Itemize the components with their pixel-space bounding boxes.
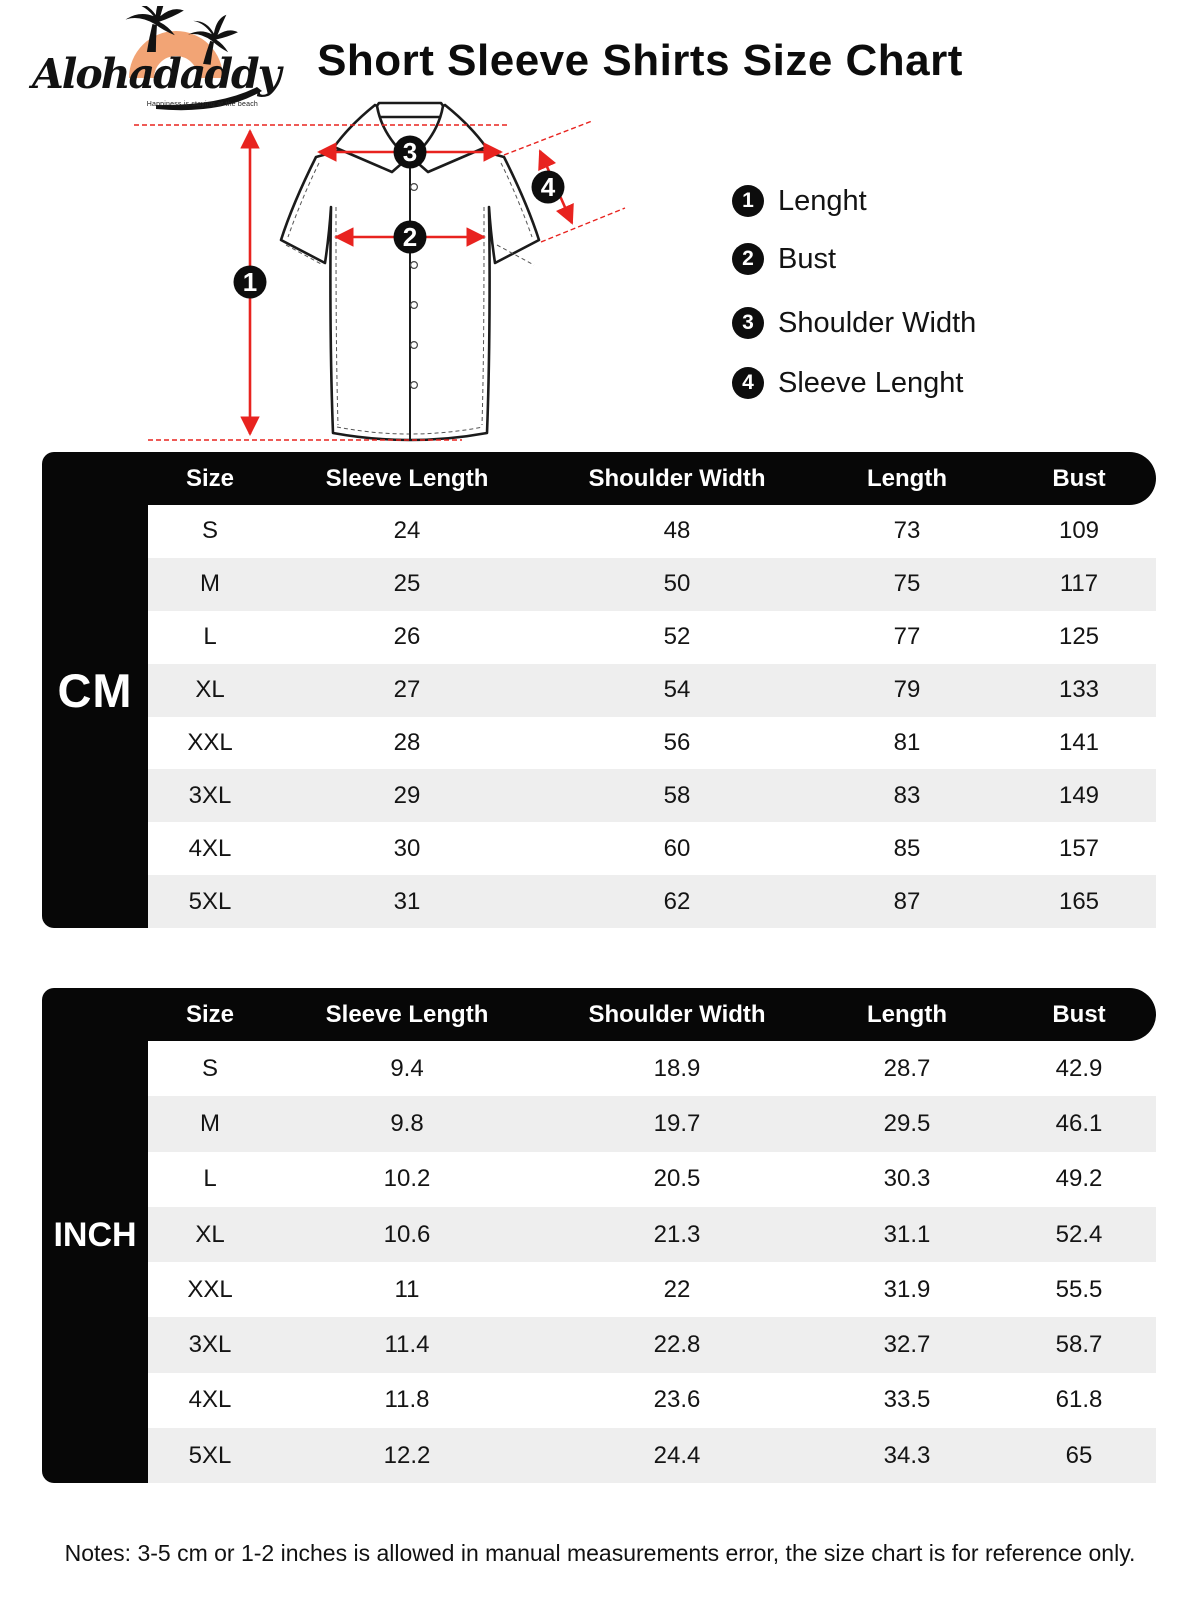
cell-bust: 58.7 [1055, 1331, 1103, 1359]
cell-length: 32.7 [883, 1331, 931, 1359]
table-row [148, 558, 1156, 611]
cell-sleeve-length: 25 [393, 570, 421, 598]
cell-sleeve-length: 29 [393, 781, 421, 809]
cell-length: 81 [893, 729, 921, 756]
cell-shoulder-width: 23.6 [653, 1386, 701, 1414]
table-row [148, 769, 1156, 822]
cell-shoulder-width: 48 [663, 517, 691, 545]
cell-sleeve-length: 11.4 [384, 1331, 430, 1359]
cell-size: XXL [187, 729, 233, 756]
table-row [148, 505, 1156, 558]
notes-text: Notes: 3-5 cm or 1-2 inches is allowed in manual measurements error, the size chart is for reference only. [64, 1540, 1136, 1566]
cell-size: 5XL [188, 887, 232, 915]
cm-table-header [148, 452, 1156, 505]
cell-sleeve-length: 11.8 [384, 1386, 430, 1414]
cell-length: 85 [893, 834, 921, 862]
marker-2: 2 [402, 222, 418, 252]
cell-bust: 42.9 [1055, 1054, 1103, 1082]
cell-shoulder-width: 24.4 [653, 1441, 701, 1469]
shirt-measurement-diagram [120, 95, 680, 455]
cell-shoulder-width: 62 [663, 887, 691, 915]
cell-sleeve-length: 10.2 [383, 1165, 431, 1193]
cell-shoulder-width: 20.5 [653, 1165, 701, 1193]
legend-label-bust: Bust [778, 242, 837, 275]
header-size: Size [185, 1000, 235, 1028]
table-row [148, 1152, 1156, 1207]
header-size: Size [185, 464, 235, 492]
cell-length: 30.3 [883, 1165, 931, 1193]
unit-label-cm: CM [42, 452, 148, 928]
header-shoulder-width: Shoulder Width [588, 464, 766, 492]
cell-shoulder-width: 56 [663, 729, 691, 756]
cell-size: 5XL [188, 1441, 232, 1469]
cell-length: 73 [893, 517, 921, 545]
cell-shoulder-width: 54 [663, 676, 691, 704]
legend-item-bust [732, 242, 836, 276]
cell-bust: 52.4 [1055, 1220, 1103, 1248]
cell-shoulder-width: 22 [663, 1275, 691, 1303]
cell-sleeve-length: 27 [393, 676, 421, 704]
cell-shoulder-width: 18.9 [653, 1054, 701, 1082]
cell-bust: 149 [1058, 781, 1100, 809]
cell-sleeve-length: 26 [393, 623, 421, 651]
cell-sleeve-length: 30 [393, 834, 421, 862]
cell-length: 34.3 [883, 1441, 931, 1469]
cell-length: 87 [893, 887, 921, 915]
size-table-inch [42, 988, 1156, 1483]
header-bust: Bust [1052, 464, 1106, 492]
cell-bust: 55.5 [1055, 1275, 1103, 1303]
cell-shoulder-width: 52 [663, 623, 691, 651]
header-length: Length [867, 1000, 947, 1028]
legend-number-1: 1 [732, 185, 764, 217]
cell-length: 79 [893, 676, 921, 704]
table-row [148, 1317, 1156, 1372]
table-row [148, 1373, 1156, 1428]
cell-size: M [200, 1109, 220, 1137]
cell-sleeve-length: 9.8 [390, 1109, 424, 1137]
cell-bust: 133 [1058, 676, 1100, 704]
cell-bust: 141 [1058, 729, 1100, 756]
cell-shoulder-width: 21.3 [653, 1220, 701, 1248]
cell-bust: 46.1 [1055, 1109, 1103, 1137]
cell-shoulder-width: 22.8 [653, 1331, 701, 1359]
cell-shoulder-width: 58 [663, 781, 691, 809]
legend-item-sleeve-length [732, 366, 963, 400]
cell-length: 29.5 [883, 1109, 931, 1137]
cell-bust: 49.2 [1055, 1165, 1103, 1193]
cell-length: 83 [893, 781, 921, 809]
table-row [148, 875, 1156, 928]
legend-item-shoulder-width [732, 306, 976, 340]
cell-size: 3XL [188, 1331, 232, 1359]
table-row [148, 1207, 1156, 1262]
header-sleeve-length: Sleeve Length [325, 1000, 489, 1028]
cell-length: 77 [893, 623, 921, 651]
table-row [148, 664, 1156, 717]
cell-size: XXL [187, 1275, 233, 1303]
cell-size: S [201, 1054, 218, 1082]
cell-size: XL [195, 1220, 225, 1248]
cell-length: 31.9 [883, 1275, 931, 1303]
table-row [148, 822, 1156, 875]
cell-bust: 117 [1059, 570, 1099, 598]
size-table-cm [42, 452, 1156, 928]
cell-size: 4XL [188, 1386, 232, 1414]
cell-sleeve-length: 12.2 [383, 1441, 431, 1469]
brand-name: Alohadaddy [32, 50, 280, 98]
legend-label-length: Lenght [778, 184, 867, 217]
table-row [148, 1041, 1156, 1096]
cell-shoulder-width: 50 [663, 570, 691, 598]
legend-label-sleeve-length: Sleeve Lenght [778, 366, 964, 399]
cell-sleeve-length: 11 [394, 1275, 420, 1303]
legend-number-4: 4 [732, 367, 764, 399]
cell-sleeve-length: 9.4 [390, 1054, 424, 1082]
cell-size: L [203, 1165, 217, 1193]
header-length: Length [867, 464, 947, 492]
cell-length: 33.5 [883, 1386, 931, 1414]
header-shoulder-width: Shoulder Width [588, 1000, 766, 1028]
marker-1: 1 [242, 267, 258, 297]
cell-bust: 61.8 [1055, 1386, 1103, 1414]
cell-sleeve-length: 10.6 [383, 1220, 431, 1248]
cell-bust: 65 [1065, 1441, 1093, 1469]
legend-label-shoulder-width: Shoulder Width [778, 306, 977, 339]
cell-shoulder-width: 60 [663, 834, 691, 862]
cell-sleeve-length: 24 [393, 517, 421, 545]
brand-tagline: Happiness is staying at the beach [146, 101, 258, 108]
cm-table-body [148, 505, 1156, 928]
table-row [148, 1262, 1156, 1317]
table-row [148, 717, 1156, 770]
cell-length: 28.7 [883, 1054, 931, 1082]
unit-label-inch: INCH [42, 988, 148, 1483]
cell-bust: 157 [1058, 834, 1100, 862]
table-row [148, 611, 1156, 664]
cell-size: L [203, 623, 217, 651]
inch-table-header [148, 988, 1156, 1041]
cell-size: 4XL [188, 834, 232, 862]
cell-length: 75 [893, 570, 921, 598]
cell-sleeve-length: 31 [393, 887, 421, 915]
table-row [148, 1096, 1156, 1151]
cell-shoulder-width: 19.7 [653, 1109, 701, 1137]
cell-size: 3XL [188, 781, 232, 809]
cell-bust: 165 [1058, 887, 1100, 915]
page-title: Short Sleeve Shirts Size Chart [317, 36, 963, 85]
legend-number-2: 2 [732, 243, 764, 275]
table-row [148, 1428, 1156, 1483]
cell-bust: 109 [1058, 517, 1100, 545]
cell-size: M [200, 570, 220, 598]
inch-table-body [148, 1041, 1156, 1483]
marker-4: 4 [540, 172, 556, 202]
cell-sleeve-length: 28 [393, 729, 421, 756]
cell-size: S [201, 517, 218, 545]
legend-number-3: 3 [732, 307, 764, 339]
cell-bust: 125 [1058, 623, 1100, 651]
header-bust: Bust [1052, 1000, 1106, 1028]
marker-3: 3 [402, 137, 418, 167]
cell-length: 31.1 [883, 1220, 931, 1248]
header-sleeve-length: Sleeve Length [325, 464, 489, 492]
cell-size: XL [195, 676, 225, 704]
legend-item-length [732, 184, 867, 218]
